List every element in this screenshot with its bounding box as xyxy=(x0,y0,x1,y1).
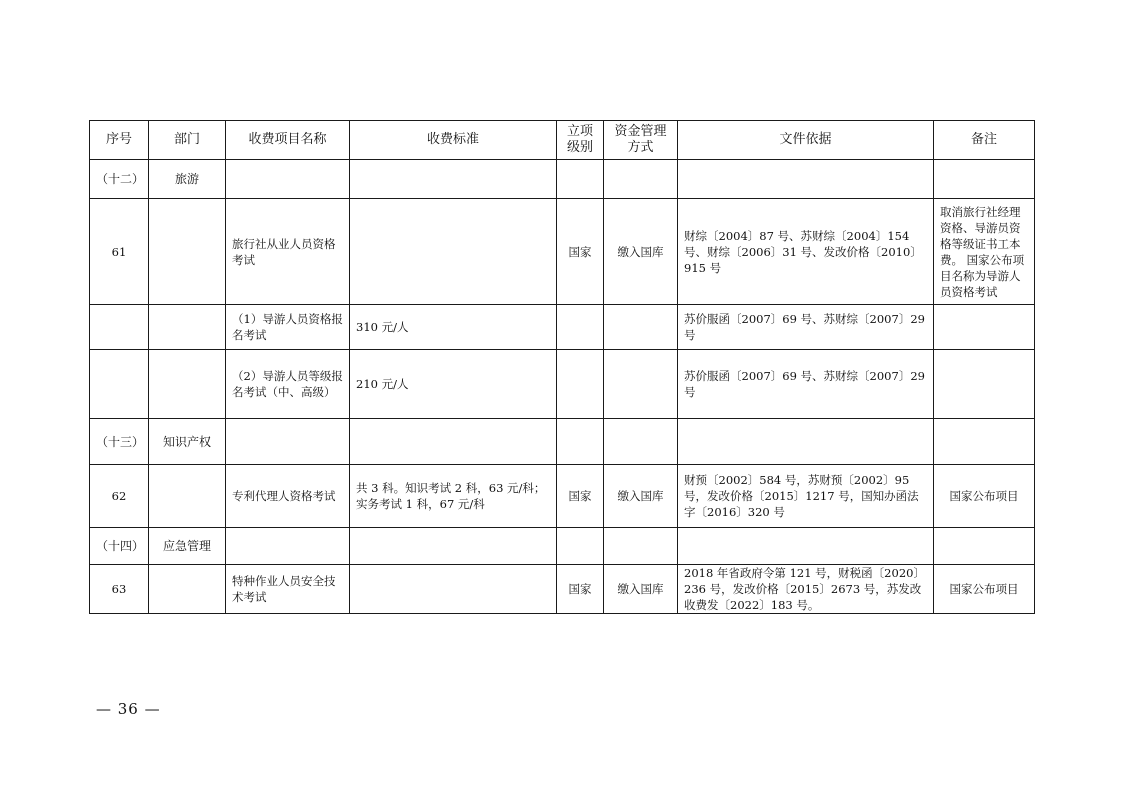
cell-fund-mode xyxy=(604,528,678,565)
cell-department xyxy=(149,350,226,419)
cell-level xyxy=(557,528,604,565)
cell-item-name: 旅行社从业人员资格考试 xyxy=(226,199,350,305)
cell-note: 国家公布项目 xyxy=(934,565,1035,614)
cell-item-name: 专利代理人资格考试 xyxy=(226,465,350,528)
cell-basis: 苏价服函〔2007〕69 号、苏财综〔2007〕29 号 xyxy=(678,305,934,350)
cell-index: 62 xyxy=(90,465,149,528)
cell-department xyxy=(149,565,226,614)
cell-basis xyxy=(678,160,934,199)
table-row-category xyxy=(90,160,1035,199)
cell-standard xyxy=(350,419,557,465)
cell-index: 63 xyxy=(90,565,149,614)
cell-basis: 苏价服函〔2007〕69 号、苏财综〔2007〕29 号 xyxy=(678,350,934,419)
cell-standard xyxy=(350,528,557,565)
cell-fund-mode xyxy=(604,160,678,199)
cell-standard: 共 3 科。知识考试 2 科，63 元/科；实务考试 1 科，67 元/科 xyxy=(350,465,557,528)
cell-standard xyxy=(350,565,557,614)
cell-fund-mode xyxy=(604,305,678,350)
cell-fund-mode xyxy=(604,419,678,465)
cell-index: 61 xyxy=(90,199,149,305)
cell-fund-mode: 缴入国库 xyxy=(604,465,678,528)
cell-basis xyxy=(678,528,934,565)
table-row xyxy=(90,565,1035,614)
cell-level xyxy=(557,305,604,350)
table-row-category xyxy=(90,528,1035,565)
cell-note xyxy=(934,305,1035,350)
table-row xyxy=(90,305,1035,350)
cell-level: 国家 xyxy=(557,199,604,305)
cell-item-name xyxy=(226,419,350,465)
cell-index: （十二） xyxy=(90,160,149,199)
cell-item-name: 特种作业人员安全技术考试 xyxy=(226,565,350,614)
cell-basis: 2018 年省政府令第 121 号，财税函〔2020〕236 号，发改价格〔2015〕2673 号，苏发改收费发〔2022〕183 号。 xyxy=(678,565,934,614)
header-standard: 收费标准 xyxy=(350,121,557,160)
cell-item-name xyxy=(226,528,350,565)
header-level: 立项 级别 xyxy=(557,121,604,160)
header-note: 备注 xyxy=(934,121,1035,160)
cell-fund-mode: 缴入国库 xyxy=(604,199,678,305)
cell-item-name xyxy=(226,160,350,199)
cell-department: 知识产权 xyxy=(149,419,226,465)
cell-standard: 210 元/人 xyxy=(350,350,557,419)
cell-item-name: （1）导游人员资格报名考试 xyxy=(226,305,350,350)
cell-department: 应急管理 xyxy=(149,528,226,565)
cell-level xyxy=(557,350,604,419)
table-row xyxy=(90,465,1035,528)
cell-department xyxy=(149,305,226,350)
cell-standard: 310 元/人 xyxy=(350,305,557,350)
cell-level: 国家 xyxy=(557,465,604,528)
cell-department xyxy=(149,199,226,305)
cell-note: 国家公布项目 xyxy=(934,465,1035,528)
header-fund-mode: 资金管理 方式 xyxy=(604,121,678,160)
cell-item-name: （2）导游人员等级报名考试（中、高级） xyxy=(226,350,350,419)
cell-level: 国家 xyxy=(557,565,604,614)
header-basis: 文件依据 xyxy=(678,121,934,160)
cell-level xyxy=(557,419,604,465)
fee-table xyxy=(89,120,1035,614)
table-row-category xyxy=(90,419,1035,465)
cell-index xyxy=(90,350,149,419)
cell-note xyxy=(934,419,1035,465)
header-department: 部门 xyxy=(149,121,226,160)
cell-department xyxy=(149,465,226,528)
cell-basis: 财预〔2002〕584 号，苏财预〔2002〕95 号，发改价格〔2015〕1217 号，国知办函法字〔2016〕320 号 xyxy=(678,465,934,528)
cell-fund-mode xyxy=(604,350,678,419)
cell-standard xyxy=(350,199,557,305)
cell-note xyxy=(934,160,1035,199)
table-row xyxy=(90,199,1035,305)
cell-index: （十三） xyxy=(90,419,149,465)
page-number: — 36 — xyxy=(96,700,161,718)
cell-note xyxy=(934,528,1035,565)
header-item-name: 收费项目名称 xyxy=(226,121,350,160)
cell-basis xyxy=(678,419,934,465)
header-index: 序号 xyxy=(90,121,149,160)
cell-basis: 财综〔2004〕87 号、苏财综〔2004〕154 号、财综〔2006〕31 号、发改价格〔2010〕915 号 xyxy=(678,199,934,305)
cell-department: 旅游 xyxy=(149,160,226,199)
cell-note: 取消旅行社经理资格、导游员资格等级证书工本费。 国家公布项目名称为导游人员资格考试 xyxy=(934,199,1035,305)
cell-fund-mode: 缴入国库 xyxy=(604,565,678,614)
cell-note xyxy=(934,350,1035,419)
cell-index xyxy=(90,305,149,350)
cell-standard xyxy=(350,160,557,199)
cell-index: （十四） xyxy=(90,528,149,565)
table-header-row xyxy=(90,121,1035,160)
table-row xyxy=(90,350,1035,419)
cell-level xyxy=(557,160,604,199)
